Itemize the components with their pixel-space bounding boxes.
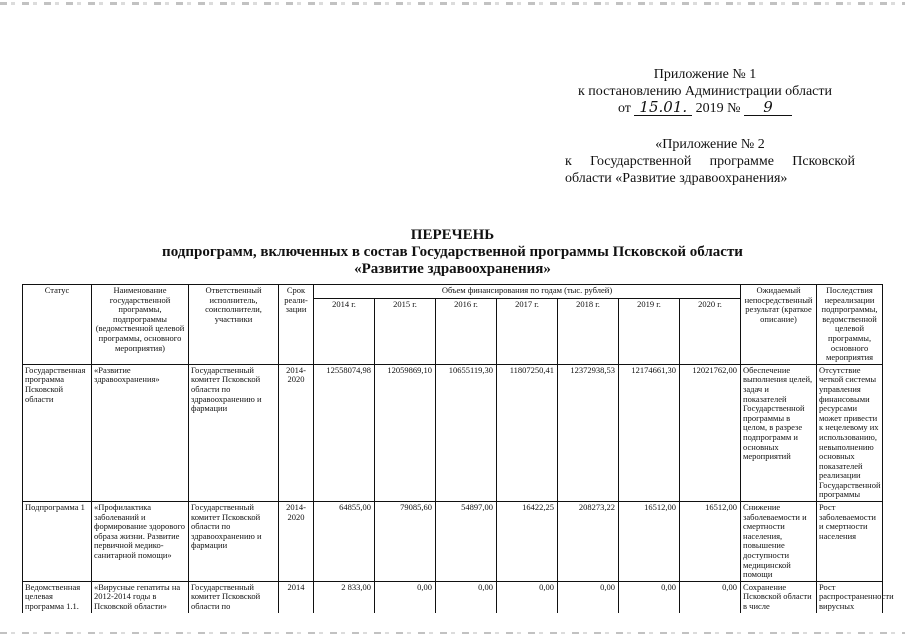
cell-status: Ведомственная целевая программа 1.1. — [23, 581, 92, 612]
appendix-2-ref-line1: к Государственной программе Псковской — [565, 154, 855, 169]
cell-period: 2014-2020 — [279, 364, 314, 501]
header-year: 2020 г. — [680, 299, 741, 364]
cell-value: 54897,00 — [436, 502, 497, 582]
subprograms-table — [22, 284, 894, 613]
cell-value: 12021762,00 — [680, 364, 741, 501]
cell-value: 0,00 — [436, 581, 497, 612]
cell-executor: Государственный комитет Псковской области по здравоохранению и фармации — [189, 364, 279, 501]
cell-value: 12558074,98 — [314, 364, 375, 501]
cell-value: 0,00 — [619, 581, 680, 612]
cell-name: «Профилактика заболеваний и формирование здорового образа жизни. Развитие первичной медико-санитарной помощи» — [92, 502, 189, 582]
cell-value: 16512,00 — [619, 502, 680, 582]
cell-value: 12372938,53 — [558, 364, 619, 501]
cell-status: Подпрограмма 1 — [23, 502, 92, 582]
cell-period: 2014-2020 — [279, 502, 314, 582]
cell-result: Обеспечение выполнения целей, задач и показателей Государственной программы в целом, в разрезе подпрограмм и основных мероприятий — [741, 364, 817, 501]
cell-value: 64855,00 — [314, 502, 375, 582]
scan-edge-bottom — [0, 632, 905, 634]
scan-edge-top — [0, 2, 905, 5]
cell-value: 0,00 — [680, 581, 741, 612]
header-executor: Ответственный исполнитель, соисполнители, участники — [189, 285, 279, 365]
cell-consequences: Рост распространенности вирусных — [817, 581, 883, 612]
cell-executor: Государственный комитет Псковской области по здравоохранению и фармации — [189, 502, 279, 582]
cell-value: 208273,22 — [558, 502, 619, 582]
cell-value: 2 833,00 — [314, 581, 375, 612]
cell-value: 16422,25 — [497, 502, 558, 582]
cell-name: «Развитие здравоохранения» — [92, 364, 189, 501]
from-word: от — [617, 101, 631, 116]
appendix-2-ref-line2: области «Развитие здравоохранения» — [565, 171, 788, 186]
table-row — [23, 581, 883, 612]
cell-status: Государственная программа Псковской области — [23, 364, 92, 501]
appendix-1-date-line — [555, 100, 855, 117]
header-period: Срок реали-зации — [279, 285, 314, 365]
header-name: Наименование государственной программы, подпрограммы (ведомственной целевой программы, основного мероприятия) — [92, 285, 189, 365]
cell-executor: Государственный комитет Псковской области по — [189, 581, 279, 612]
appendix-1-title: Приложение № 1 — [653, 67, 757, 82]
cell-result: Снижение заболеваемости и смертности населения, повышение доступности медицинской помощи — [741, 502, 817, 582]
year-number-text: 2019 № — [695, 101, 741, 116]
document-program-name: «Развитие здравоохранения» — [354, 261, 551, 277]
cell-period: 2014 — [279, 581, 314, 612]
cell-result: Сохранение Псковской области в числе — [741, 581, 817, 612]
header-funding: Объем финансирования по годам (тыс. рублей) — [314, 285, 741, 299]
cell-value: 11807250,41 — [497, 364, 558, 501]
cell-value: 10655119,30 — [436, 364, 497, 501]
header-status: Статус — [23, 285, 92, 365]
header-year: 2018 г. — [558, 299, 619, 364]
cell-value: 12059869,10 — [375, 364, 436, 501]
cell-value: 79085,60 — [375, 502, 436, 582]
header-year: 2015 г. — [375, 299, 436, 364]
cell-consequences: Отсутствие четкой системы управления финансовыми ресурсами может привести к нецелевому их использованию, невыполнению основных показателей реализации Государственной программы — [817, 364, 883, 501]
appendix-1-ref: к постановлению Администрации области — [578, 84, 832, 99]
header-year: 2019 г. — [619, 299, 680, 364]
cell-value: 0,00 — [375, 581, 436, 612]
handwritten-date: 15.01. — [634, 100, 692, 116]
header-year: 2017 г. — [497, 299, 558, 364]
appendix-1-block — [555, 66, 855, 117]
cell-value: 0,00 — [497, 581, 558, 612]
cell-value: 0,00 — [558, 581, 619, 612]
header-result: Ожидаемый непосредственный результат (краткое описание) — [741, 285, 817, 365]
appendix-2-title: «Приложение № 2 — [655, 137, 765, 152]
header-year: 2014 г. — [314, 299, 375, 364]
document-title: ПЕРЕЧЕНЬ — [410, 227, 495, 243]
cell-name: «Вирусные гепатиты на 2012-2014 годы в Псковской области» — [92, 581, 189, 612]
document-subtitle: подпрограмм, включенных в состав Государственной программы Псковской области — [162, 244, 743, 260]
table-row — [23, 364, 883, 501]
cell-consequences: Рост заболеваемости и смертности населения — [817, 502, 883, 582]
cell-value: 12174661,30 — [619, 364, 680, 501]
header-year: 2016 г. — [436, 299, 497, 364]
table-row — [23, 502, 883, 582]
header-consequences: Последствия нереализации подпрограммы, ведомственной целевой программы, основного мероприятия — [817, 285, 883, 365]
appendix-2-block — [565, 136, 855, 187]
cell-value: 16512,00 — [680, 502, 741, 582]
handwritten-number: 9 — [744, 100, 792, 116]
